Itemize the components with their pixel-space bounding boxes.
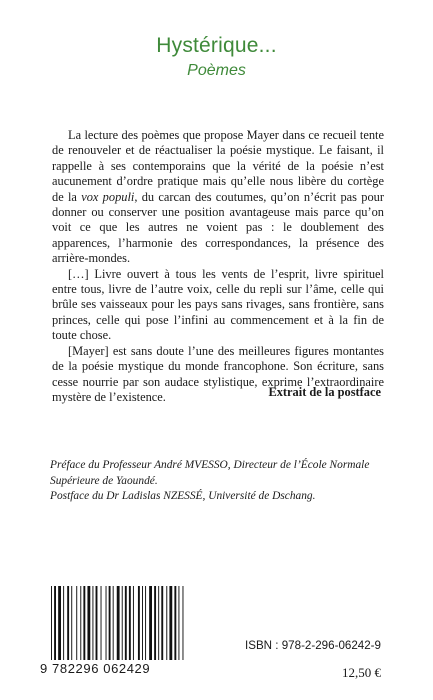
paragraph-1-part-b: , du carcan des coutumes, qu’on n’écrit pas pour donner ou conserver une position avantageuse mais parce qu’on voit ce que les autres ne voient pas : le doublement des apparences, l’harmonie des correspondances, la présence des arrière-mondes. bbox=[52, 189, 384, 266]
postface-credit: Postface du Dr Ladislas NZESSÉ, Université de Dschang. bbox=[50, 490, 316, 503]
paragraph-1 bbox=[52, 128, 384, 267]
book-subtitle: Poèmes bbox=[187, 62, 246, 79]
credits bbox=[50, 458, 390, 505]
paragraph-2: […] Livre ouvert à tous les vents de l’esprit, livre spirituel entre tous, livre de l’autre voix, celle du repli sur l’âme, celle qui brûle ses vaisseaux pour les pays sans rivages, sans frontière, sans princes, celle qui pose l’infini au commencement et à la fin de toute chose. bbox=[52, 266, 384, 343]
isbn: ISBN : 978-2-296-06242-9 bbox=[245, 639, 381, 652]
back-cover-text bbox=[52, 128, 384, 405]
barcode-digits: 9 782296 062429 bbox=[40, 661, 151, 676]
book-title: Hystérique... bbox=[156, 34, 277, 57]
preface-credit: Préface du Professeur André MVESSO, Directeur de l’École Normale Supérieure de Yaoundé. bbox=[50, 459, 370, 487]
price: 12,50 € bbox=[342, 665, 381, 680]
postface-extract-label: Extrait de la postface bbox=[268, 385, 381, 399]
paragraph-1-part-a: La lecture des poèmes que propose Mayer dans ce recueil tente de renouveler et de réactualiser la poésie mystique. Le faisant, il rappelle à ses contemporains que la vérité de la poésie n’est aucunement d’ordre pratique mais qu’elle nous libère du cortège de la bbox=[52, 128, 384, 204]
paragraph-1-emphasis: vox populi bbox=[81, 189, 135, 204]
barcode-image bbox=[49, 586, 194, 660]
paragraph-3: [Mayer] est sans doute l’une des meilleures figures montantes de la poésie mystique du monde francophone. Son écriture, sans cesse nourrie par son audace stylistique, exprime l’extraordinaire mystère de l’existence. bbox=[52, 343, 384, 404]
